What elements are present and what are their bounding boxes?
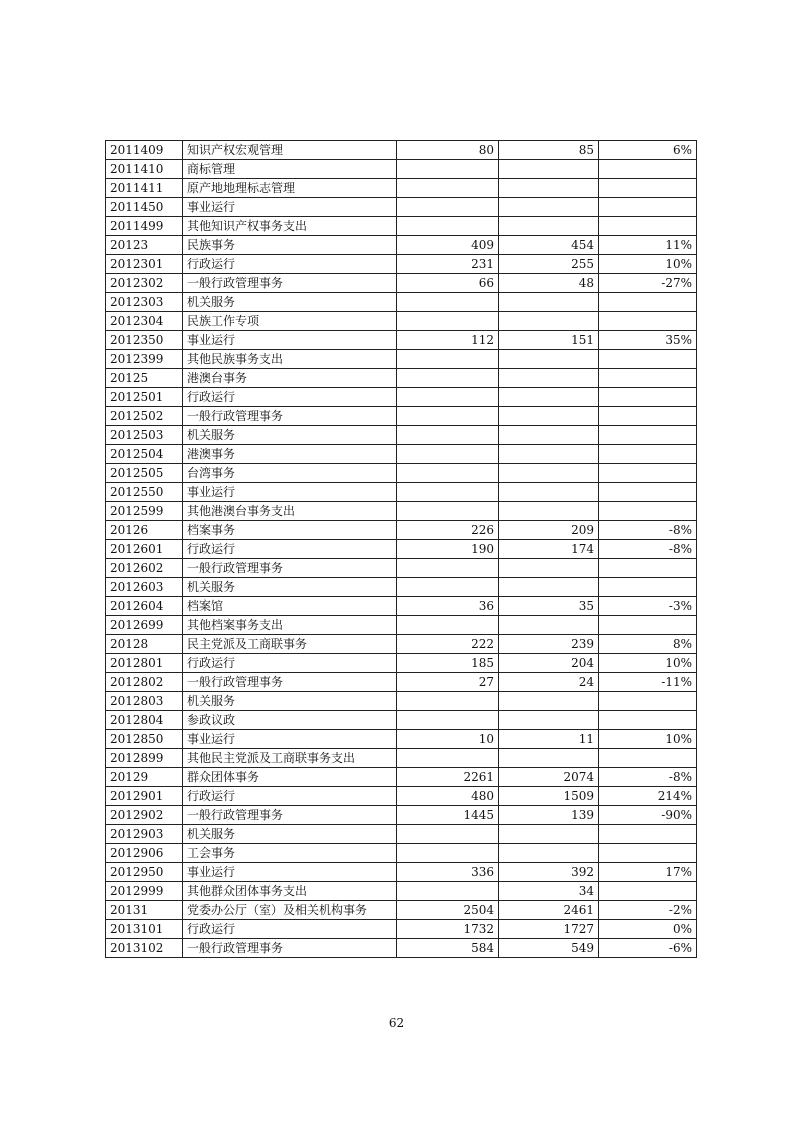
cell-value-1 xyxy=(397,198,499,217)
cell-percent: 8% xyxy=(599,635,697,654)
cell-value-2: 1509 xyxy=(499,787,599,806)
table-row xyxy=(106,692,697,711)
cell-code: 2011450 xyxy=(106,198,183,217)
cell-code: 2012304 xyxy=(106,312,183,331)
cell-value-2 xyxy=(499,293,599,312)
cell-percent: -8% xyxy=(599,768,697,787)
cell-value-2 xyxy=(499,179,599,198)
cell-percent: -27% xyxy=(599,274,697,293)
cell-name: 事业运行 xyxy=(183,331,397,350)
cell-name: 商标管理 xyxy=(183,160,397,179)
cell-value-1 xyxy=(397,160,499,179)
cell-value-2: 209 xyxy=(499,521,599,540)
cell-name: 其他民主党派及工商联事务支出 xyxy=(183,749,397,768)
cell-percent: -2% xyxy=(599,901,697,920)
cell-value-2 xyxy=(499,578,599,597)
table-row xyxy=(106,597,697,616)
table-row xyxy=(106,312,697,331)
cell-value-2: 139 xyxy=(499,806,599,825)
cell-code: 20128 xyxy=(106,635,183,654)
cell-name: 群众团体事务 xyxy=(183,768,397,787)
cell-percent: 6% xyxy=(599,141,697,160)
cell-value-2 xyxy=(499,692,599,711)
cell-value-1 xyxy=(397,578,499,597)
cell-name: 行政运行 xyxy=(183,388,397,407)
cell-value-2: 24 xyxy=(499,673,599,692)
cell-percent xyxy=(599,882,697,901)
cell-name: 民主党派及工商联事务 xyxy=(183,635,397,654)
cell-percent xyxy=(599,692,697,711)
cell-code: 2011409 xyxy=(106,141,183,160)
cell-value-1: 27 xyxy=(397,673,499,692)
table-row xyxy=(106,483,697,502)
cell-name: 档案事务 xyxy=(183,521,397,540)
cell-code: 2012550 xyxy=(106,483,183,502)
cell-percent xyxy=(599,825,697,844)
cell-value-1: 2504 xyxy=(397,901,499,920)
cell-name: 其他知识产权事务支出 xyxy=(183,217,397,236)
cell-value-1: 584 xyxy=(397,939,499,958)
cell-value-1 xyxy=(397,882,499,901)
cell-code: 20129 xyxy=(106,768,183,787)
cell-name: 港澳事务 xyxy=(183,445,397,464)
cell-value-2 xyxy=(499,483,599,502)
cell-code: 2012950 xyxy=(106,863,183,882)
table-row xyxy=(106,141,697,160)
cell-value-1 xyxy=(397,711,499,730)
cell-value-1 xyxy=(397,844,499,863)
cell-code: 2012802 xyxy=(106,673,183,692)
table-row xyxy=(106,388,697,407)
cell-code: 2011410 xyxy=(106,160,183,179)
cell-percent xyxy=(599,711,697,730)
cell-value-1: 1445 xyxy=(397,806,499,825)
cell-name: 一般行政管理事务 xyxy=(183,407,397,426)
table-row xyxy=(106,331,697,350)
cell-value-2: 549 xyxy=(499,939,599,958)
budget-table xyxy=(105,140,697,958)
cell-percent xyxy=(599,749,697,768)
cell-name: 其他民族事务支出 xyxy=(183,350,397,369)
cell-value-1: 1732 xyxy=(397,920,499,939)
page-number: 62 xyxy=(388,1016,405,1030)
cell-value-1 xyxy=(397,749,499,768)
cell-name: 机关服务 xyxy=(183,692,397,711)
cell-code: 2012801 xyxy=(106,654,183,673)
cell-code: 2012303 xyxy=(106,293,183,312)
cell-name: 一般行政管理事务 xyxy=(183,274,397,293)
cell-percent xyxy=(599,559,697,578)
cell-value-1: 185 xyxy=(397,654,499,673)
cell-name: 民族工作专项 xyxy=(183,312,397,331)
cell-value-1: 222 xyxy=(397,635,499,654)
cell-code: 2012699 xyxy=(106,616,183,635)
cell-value-1 xyxy=(397,426,499,445)
cell-percent xyxy=(599,350,697,369)
cell-percent xyxy=(599,483,697,502)
cell-value-1: 336 xyxy=(397,863,499,882)
cell-percent xyxy=(599,198,697,217)
table-row xyxy=(106,882,697,901)
cell-code: 2011499 xyxy=(106,217,183,236)
cell-value-2: 1727 xyxy=(499,920,599,939)
cell-percent xyxy=(599,445,697,464)
cell-code: 2012301 xyxy=(106,255,183,274)
cell-code: 2012601 xyxy=(106,540,183,559)
cell-percent: 17% xyxy=(599,863,697,882)
cell-value-1 xyxy=(397,445,499,464)
cell-value-1 xyxy=(397,464,499,483)
cell-code: 20125 xyxy=(106,369,183,388)
cell-percent: 10% xyxy=(599,654,697,673)
cell-name: 一般行政管理事务 xyxy=(183,673,397,692)
table-row xyxy=(106,806,697,825)
cell-code: 2012603 xyxy=(106,578,183,597)
table-row xyxy=(106,635,697,654)
cell-value-2: 2074 xyxy=(499,768,599,787)
table-row xyxy=(106,844,697,863)
table-row xyxy=(106,901,697,920)
cell-code: 2012599 xyxy=(106,502,183,521)
cell-value-2 xyxy=(499,825,599,844)
cell-percent: -90% xyxy=(599,806,697,825)
cell-code: 2012350 xyxy=(106,331,183,350)
cell-percent: 10% xyxy=(599,730,697,749)
cell-value-2 xyxy=(499,616,599,635)
cell-percent: 214% xyxy=(599,787,697,806)
cell-code: 2012504 xyxy=(106,445,183,464)
table-row xyxy=(106,255,697,274)
cell-code: 20126 xyxy=(106,521,183,540)
cell-code: 2012899 xyxy=(106,749,183,768)
cell-value-2: 48 xyxy=(499,274,599,293)
table-row xyxy=(106,274,697,293)
cell-name: 一般行政管理事务 xyxy=(183,559,397,578)
cell-value-2 xyxy=(499,160,599,179)
cell-percent xyxy=(599,616,697,635)
cell-name: 台湾事务 xyxy=(183,464,397,483)
table-row xyxy=(106,445,697,464)
cell-value-1: 112 xyxy=(397,331,499,350)
cell-value-2: 392 xyxy=(499,863,599,882)
table-row xyxy=(106,749,697,768)
cell-name: 行政运行 xyxy=(183,920,397,939)
cell-value-2 xyxy=(499,445,599,464)
cell-percent xyxy=(599,312,697,331)
cell-name: 一般行政管理事务 xyxy=(183,806,397,825)
table-row xyxy=(106,179,697,198)
cell-value-1: 36 xyxy=(397,597,499,616)
cell-value-1 xyxy=(397,483,499,502)
cell-code: 2013102 xyxy=(106,939,183,958)
table-row xyxy=(106,559,697,578)
table-row xyxy=(106,540,697,559)
cell-value-2 xyxy=(499,350,599,369)
cell-value-1 xyxy=(397,350,499,369)
table-row xyxy=(106,426,697,445)
cell-value-1: 2261 xyxy=(397,768,499,787)
table-row xyxy=(106,369,697,388)
cell-name: 行政运行 xyxy=(183,540,397,559)
cell-percent xyxy=(599,388,697,407)
cell-code: 20123 xyxy=(106,236,183,255)
cell-value-1 xyxy=(397,312,499,331)
cell-name: 港澳台事务 xyxy=(183,369,397,388)
cell-code: 2012602 xyxy=(106,559,183,578)
table-row xyxy=(106,787,697,806)
cell-value-1 xyxy=(397,616,499,635)
cell-name: 行政运行 xyxy=(183,654,397,673)
cell-percent xyxy=(599,426,697,445)
cell-name: 参政议政 xyxy=(183,711,397,730)
cell-value-2 xyxy=(499,388,599,407)
cell-percent xyxy=(599,293,697,312)
cell-value-2 xyxy=(499,711,599,730)
cell-name: 知识产权宏观管理 xyxy=(183,141,397,160)
cell-name: 机关服务 xyxy=(183,825,397,844)
cell-code: 2012503 xyxy=(106,426,183,445)
cell-percent xyxy=(599,369,697,388)
cell-value-1 xyxy=(397,388,499,407)
cell-name: 其他群众团体事务支出 xyxy=(183,882,397,901)
cell-value-2: 151 xyxy=(499,331,599,350)
cell-name: 档案馆 xyxy=(183,597,397,616)
cell-percent: -11% xyxy=(599,673,697,692)
table-row xyxy=(106,502,697,521)
table-row xyxy=(106,217,697,236)
table-row xyxy=(106,407,697,426)
cell-value-1 xyxy=(397,179,499,198)
cell-value-1: 231 xyxy=(397,255,499,274)
cell-name: 机关服务 xyxy=(183,578,397,597)
cell-value-1: 80 xyxy=(397,141,499,160)
table-row xyxy=(106,768,697,787)
cell-code: 2012505 xyxy=(106,464,183,483)
cell-value-2: 174 xyxy=(499,540,599,559)
table-row xyxy=(106,711,697,730)
cell-value-1 xyxy=(397,407,499,426)
cell-value-2: 255 xyxy=(499,255,599,274)
cell-percent: -6% xyxy=(599,939,697,958)
cell-percent xyxy=(599,578,697,597)
cell-percent xyxy=(599,160,697,179)
cell-percent: 11% xyxy=(599,236,697,255)
cell-value-2: 35 xyxy=(499,597,599,616)
cell-value-2: 204 xyxy=(499,654,599,673)
cell-value-2 xyxy=(499,844,599,863)
table-row xyxy=(106,293,697,312)
cell-name: 民族事务 xyxy=(183,236,397,255)
cell-value-1 xyxy=(397,369,499,388)
cell-percent xyxy=(599,844,697,863)
cell-value-2 xyxy=(499,559,599,578)
table-row xyxy=(106,673,697,692)
cell-percent xyxy=(599,179,697,198)
cell-percent xyxy=(599,407,697,426)
cell-value-1 xyxy=(397,502,499,521)
table-row xyxy=(106,578,697,597)
cell-code: 2012903 xyxy=(106,825,183,844)
cell-name: 事业运行 xyxy=(183,730,397,749)
cell-value-1: 226 xyxy=(397,521,499,540)
cell-value-2 xyxy=(499,464,599,483)
cell-value-1: 409 xyxy=(397,236,499,255)
cell-value-1: 480 xyxy=(397,787,499,806)
cell-percent: 10% xyxy=(599,255,697,274)
table-row xyxy=(106,350,697,369)
cell-code: 2012803 xyxy=(106,692,183,711)
table-row xyxy=(106,464,697,483)
cell-code: 2012502 xyxy=(106,407,183,426)
cell-name: 机关服务 xyxy=(183,293,397,312)
cell-code: 2012399 xyxy=(106,350,183,369)
cell-percent xyxy=(599,464,697,483)
cell-value-1 xyxy=(397,692,499,711)
cell-percent: -8% xyxy=(599,540,697,559)
cell-percent: -8% xyxy=(599,521,697,540)
cell-code: 2012804 xyxy=(106,711,183,730)
cell-code: 2012501 xyxy=(106,388,183,407)
cell-name: 一般行政管理事务 xyxy=(183,939,397,958)
table-row xyxy=(106,236,697,255)
table-row xyxy=(106,616,697,635)
table-body xyxy=(106,141,697,958)
cell-value-2 xyxy=(499,312,599,331)
cell-percent xyxy=(599,502,697,521)
cell-name: 事业运行 xyxy=(183,483,397,502)
table-row xyxy=(106,825,697,844)
table-row xyxy=(106,654,697,673)
cell-value-2 xyxy=(499,502,599,521)
cell-name: 党委办公厅（室）及相关机构事务 xyxy=(183,901,397,920)
cell-code: 2011411 xyxy=(106,179,183,198)
cell-code: 2013101 xyxy=(106,920,183,939)
table-row xyxy=(106,521,697,540)
table-row xyxy=(106,160,697,179)
cell-value-2: 2461 xyxy=(499,901,599,920)
cell-value-2 xyxy=(499,369,599,388)
cell-value-2: 34 xyxy=(499,882,599,901)
cell-code: 2012902 xyxy=(106,806,183,825)
cell-name: 工会事务 xyxy=(183,844,397,863)
cell-code: 2012901 xyxy=(106,787,183,806)
table-row xyxy=(106,920,697,939)
cell-name: 事业运行 xyxy=(183,863,397,882)
cell-value-2 xyxy=(499,217,599,236)
cell-value-1: 190 xyxy=(397,540,499,559)
table-row xyxy=(106,863,697,882)
cell-code: 20131 xyxy=(106,901,183,920)
cell-value-1 xyxy=(397,217,499,236)
cell-value-1: 10 xyxy=(397,730,499,749)
cell-value-1: 66 xyxy=(397,274,499,293)
cell-value-2 xyxy=(499,198,599,217)
cell-name: 行政运行 xyxy=(183,787,397,806)
table-row xyxy=(106,939,697,958)
cell-value-2 xyxy=(499,407,599,426)
cell-value-1 xyxy=(397,825,499,844)
cell-value-2: 454 xyxy=(499,236,599,255)
cell-code: 2012604 xyxy=(106,597,183,616)
cell-code: 2012999 xyxy=(106,882,183,901)
cell-value-2 xyxy=(499,749,599,768)
cell-code: 2012906 xyxy=(106,844,183,863)
cell-value-2: 239 xyxy=(499,635,599,654)
cell-name: 其他港澳台事务支出 xyxy=(183,502,397,521)
cell-percent: 35% xyxy=(599,331,697,350)
cell-name: 行政运行 xyxy=(183,255,397,274)
cell-name: 事业运行 xyxy=(183,198,397,217)
cell-code: 2012302 xyxy=(106,274,183,293)
cell-percent: -3% xyxy=(599,597,697,616)
cell-value-2: 11 xyxy=(499,730,599,749)
cell-name: 其他档案事务支出 xyxy=(183,616,397,635)
cell-value-2 xyxy=(499,426,599,445)
cell-name: 原产地地理标志管理 xyxy=(183,179,397,198)
cell-value-1 xyxy=(397,559,499,578)
table-row xyxy=(106,730,697,749)
cell-code: 2012850 xyxy=(106,730,183,749)
cell-name: 机关服务 xyxy=(183,426,397,445)
table-row xyxy=(106,198,697,217)
cell-value-2: 85 xyxy=(499,141,599,160)
cell-percent: 0% xyxy=(599,920,697,939)
cell-percent xyxy=(599,217,697,236)
cell-value-1 xyxy=(397,293,499,312)
